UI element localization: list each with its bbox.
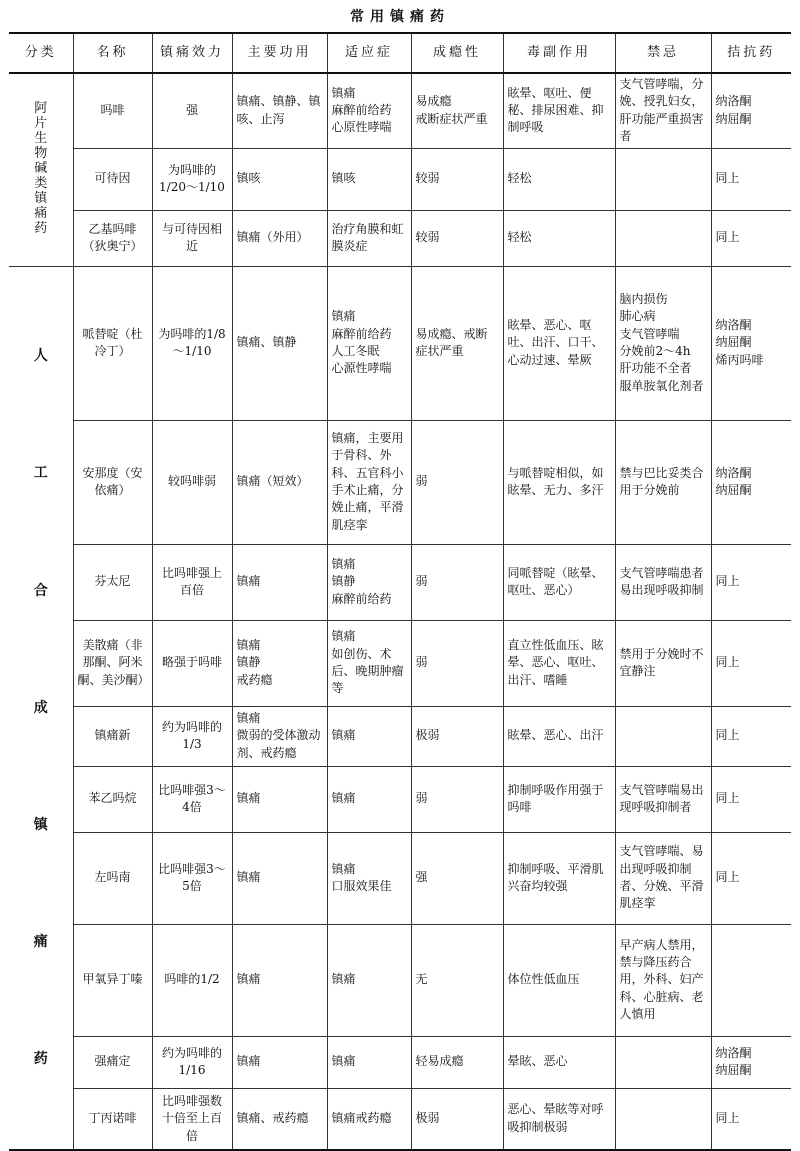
antagonist-cell: 纳洛酮 纳屈酮 烯丙吗啡 <box>711 266 791 420</box>
antagonist-cell <box>711 924 791 1036</box>
addiction-cell: 弱 <box>411 766 503 832</box>
indications-cell: 镇痛 <box>327 766 411 832</box>
header-potency: 镇痛效力 <box>152 33 232 73</box>
table-row <box>9 266 791 420</box>
antagonist-cell: 纳洛酮 纳屈酮 <box>711 73 791 148</box>
indications-cell: 镇痛 <box>327 706 411 766</box>
drug-name-cell: 左吗南 <box>73 832 152 924</box>
contraindications-cell: 支气管哮喘患者易出现呼吸抑制 <box>615 544 711 620</box>
header-category: 分类 <box>9 33 73 73</box>
addiction-cell: 极弱 <box>411 1088 503 1150</box>
potency-cell: 较吗啡弱 <box>152 420 232 544</box>
uses-cell: 镇痛 <box>232 924 327 1036</box>
potency-cell: 与可待因相近 <box>152 210 232 266</box>
indications-cell: 镇痛 麻醉前给药 心原性哮喘 <box>327 73 411 148</box>
category-cell <box>9 73 73 266</box>
category-char: 合 <box>33 582 48 599</box>
uses-cell: 镇痛 微弱的受体激动剂、戒药瘾 <box>232 706 327 766</box>
category-char: 痛 <box>33 933 48 950</box>
uses-cell: 镇痛 <box>232 1036 327 1088</box>
indications-cell: 镇痛 麻醉前给药 人工冬眠 心源性哮喘 <box>327 266 411 420</box>
addiction-cell: 易成瘾、戒断症状严重 <box>411 266 503 420</box>
potency-cell: 比吗啡强3～5倍 <box>152 832 232 924</box>
header-row <box>9 33 791 73</box>
side-effects-cell: 轻松 <box>503 148 615 210</box>
addiction-cell: 极弱 <box>411 706 503 766</box>
drug-name-cell: 芬太尼 <box>73 544 152 620</box>
table-row <box>9 210 791 266</box>
side-effects-cell: 眩晕、恶心、出汗 <box>503 706 615 766</box>
table-row <box>9 420 791 544</box>
addiction-cell: 易成瘾 戒断症状严重 <box>411 73 503 148</box>
category-char: 人 <box>33 348 48 365</box>
contraindications-cell: 脑内损伤 肺心病 支气管哮喘 分娩前2～4h 肝功能不全者 服单胺氧化剂者 <box>615 266 711 420</box>
antagonist-cell: 同上 <box>711 620 791 706</box>
potency-cell: 比吗啡强数十倍至上百倍 <box>152 1088 232 1150</box>
antagonist-cell: 纳洛酮 纳屈酮 <box>711 420 791 544</box>
antagonist-cell: 同上 <box>711 148 791 210</box>
drug-name-cell: 甲氧异丁嗪 <box>73 924 152 1036</box>
addiction-cell: 较弱 <box>411 210 503 266</box>
drug-name-cell: 乙基吗啡（狄奥宁） <box>73 210 152 266</box>
header-uses: 主要功用 <box>232 33 327 73</box>
potency-cell: 约为吗啡的1/3 <box>152 706 232 766</box>
addiction-cell: 强 <box>411 832 503 924</box>
drug-table <box>9 32 791 1151</box>
indications-cell: 镇痛 如创伤、术后、晚期肿瘤等 <box>327 620 411 706</box>
side-effects-cell: 恶心、晕眩等对呼吸抑制极弱 <box>503 1088 615 1150</box>
addiction-cell: 无 <box>411 924 503 1036</box>
contraindications-cell: 禁与巴比妥类合用于分娩前 <box>615 420 711 544</box>
drug-name-cell: 丁丙诺啡 <box>73 1088 152 1150</box>
uses-cell: 镇痛 <box>232 766 327 832</box>
table-row <box>9 1036 791 1088</box>
contraindications-cell: 支气管哮喘，分娩、授乳妇女，肝功能严重损害者 <box>615 73 711 148</box>
uses-cell: 镇痛、镇静、镇咳、止泻 <box>232 73 327 148</box>
side-effects-cell: 与哌替啶相似，如眩晕、无力、多汗 <box>503 420 615 544</box>
potency-cell: 略强于吗啡 <box>152 620 232 706</box>
header-indications: 适应症 <box>327 33 411 73</box>
indications-cell: 镇咳 <box>327 148 411 210</box>
uses-cell: 镇痛（短效） <box>232 420 327 544</box>
side-effects-cell: 轻松 <box>503 210 615 266</box>
table-row <box>9 832 791 924</box>
side-effects-cell: 抑制呼吸、平滑肌兴奋均较强 <box>503 832 615 924</box>
side-effects-cell: 眩晕、恶心、呕吐、出汗、口干、心动过速、晕厥 <box>503 266 615 420</box>
contraindications-cell <box>615 1088 711 1150</box>
header-contraindications: 禁忌 <box>615 33 711 73</box>
antagonist-cell: 同上 <box>711 766 791 832</box>
side-effects-cell: 直立性低血压、眩晕、恶心、呕吐、出汗、嗜睡 <box>503 620 615 706</box>
table-row <box>9 766 791 832</box>
table-title: 常用镇痛药 <box>350 9 450 25</box>
header-side-effects: 毒副作用 <box>503 33 615 73</box>
side-effects-cell: 晕眩、恶心 <box>503 1036 615 1088</box>
contraindications-cell: 支气管哮喘易出现呼吸抑制者 <box>615 766 711 832</box>
contraindications-cell <box>615 706 711 766</box>
potency-cell: 比吗啡强3～4倍 <box>152 766 232 832</box>
uses-cell: 镇痛 <box>232 832 327 924</box>
contraindications-cell: 禁用于分娩时不宜静注 <box>615 620 711 706</box>
antagonist-cell: 同上 <box>711 706 791 766</box>
potency-cell: 强 <box>152 73 232 148</box>
indications-cell: 镇痛 <box>327 924 411 1036</box>
indications-cell: 镇痛 <box>327 1036 411 1088</box>
antagonist-cell: 同上 <box>711 210 791 266</box>
uses-cell: 镇痛（外用） <box>232 210 327 266</box>
addiction-cell: 弱 <box>411 544 503 620</box>
antagonist-cell: 同上 <box>711 544 791 620</box>
side-effects-cell: 同哌替啶（眩晕、呕吐、恶心） <box>503 544 615 620</box>
drug-name-cell: 哌替啶（杜冷丁） <box>73 266 152 420</box>
category-char: 工 <box>33 465 48 482</box>
side-effects-cell: 抑制呼吸作用强于吗啡 <box>503 766 615 832</box>
header-name: 名称 <box>73 33 152 73</box>
side-effects-cell: 眩晕、呕吐、便秘、排尿困难、抑制呼吸 <box>503 73 615 148</box>
category-cell <box>9 266 73 1150</box>
drug-name-cell: 苯乙吗烷 <box>73 766 152 832</box>
table-row <box>9 924 791 1036</box>
header-antagonist: 拮抗药 <box>711 33 791 73</box>
antagonist-cell: 纳洛酮 纳屈酮 <box>711 1036 791 1088</box>
side-effects-cell: 体位性低血压 <box>503 924 615 1036</box>
contraindications-cell: 早产病人禁用，禁与降压药合用，外科、妇产科、心脏病、老人慎用 <box>615 924 711 1036</box>
indications-cell: 治疗角膜和虹膜炎症 <box>327 210 411 266</box>
table-row <box>9 73 791 148</box>
contraindications-cell <box>615 1036 711 1088</box>
addiction-cell: 弱 <box>411 620 503 706</box>
table-row <box>9 544 791 620</box>
drug-name-cell: 吗啡 <box>73 73 152 148</box>
uses-cell: 镇痛 <box>232 544 327 620</box>
table-row <box>9 620 791 706</box>
category-label <box>13 298 69 1118</box>
contraindications-cell: 支气管哮喘、易出现呼吸抑制者、分娩、平滑肌痉挛 <box>615 832 711 924</box>
category-char: 药 <box>33 1051 48 1068</box>
indications-cell: 镇痛 口服效果佳 <box>327 832 411 924</box>
addiction-cell: 弱 <box>411 420 503 544</box>
indications-cell: 镇痛，主要用于骨科、外科、五官科小手术止痛，分娩止痛，平滑肌痉挛 <box>327 420 411 544</box>
antagonist-cell: 同上 <box>711 1088 791 1150</box>
header-addiction: 成瘾性 <box>411 33 503 73</box>
indications-cell: 镇痛戒药瘾 <box>327 1088 411 1150</box>
drug-name-cell: 安那度（安依痛） <box>73 420 152 544</box>
table-row <box>9 148 791 210</box>
potency-cell: 约为吗啡的1/16 <box>152 1036 232 1088</box>
potency-cell: 比吗啡强上百倍 <box>152 544 232 620</box>
antagonist-cell: 同上 <box>711 832 791 924</box>
potency-cell: 为吗啡的1/20～1/10 <box>152 148 232 210</box>
uses-cell: 镇咳 <box>232 148 327 210</box>
indications-cell: 镇痛 镇静 麻醉前给药 <box>327 544 411 620</box>
category-label: 阿片生物碱类镇痛药 <box>34 101 48 236</box>
category-char: 成 <box>33 699 48 716</box>
category-char: 镇 <box>33 816 48 833</box>
table-row <box>9 706 791 766</box>
drug-name-cell: 美散痛（非那酮、阿米酮、美沙酮） <box>73 620 152 706</box>
table-row <box>9 1088 791 1150</box>
drug-name-cell: 可待因 <box>73 148 152 210</box>
drug-name-cell: 镇痛新 <box>73 706 152 766</box>
potency-cell: 吗啡的1/2 <box>152 924 232 1036</box>
drug-name-cell: 强痛定 <box>73 1036 152 1088</box>
contraindications-cell <box>615 148 711 210</box>
addiction-cell: 较弱 <box>411 148 503 210</box>
potency-cell: 为吗啡的1/8～1/10 <box>152 266 232 420</box>
addiction-cell: 轻易成瘾 <box>411 1036 503 1088</box>
uses-cell: 镇痛 镇静 戒药瘾 <box>232 620 327 706</box>
uses-cell: 镇痛、镇静 <box>232 266 327 420</box>
contraindications-cell <box>615 210 711 266</box>
uses-cell: 镇痛、戒药瘾 <box>232 1088 327 1150</box>
